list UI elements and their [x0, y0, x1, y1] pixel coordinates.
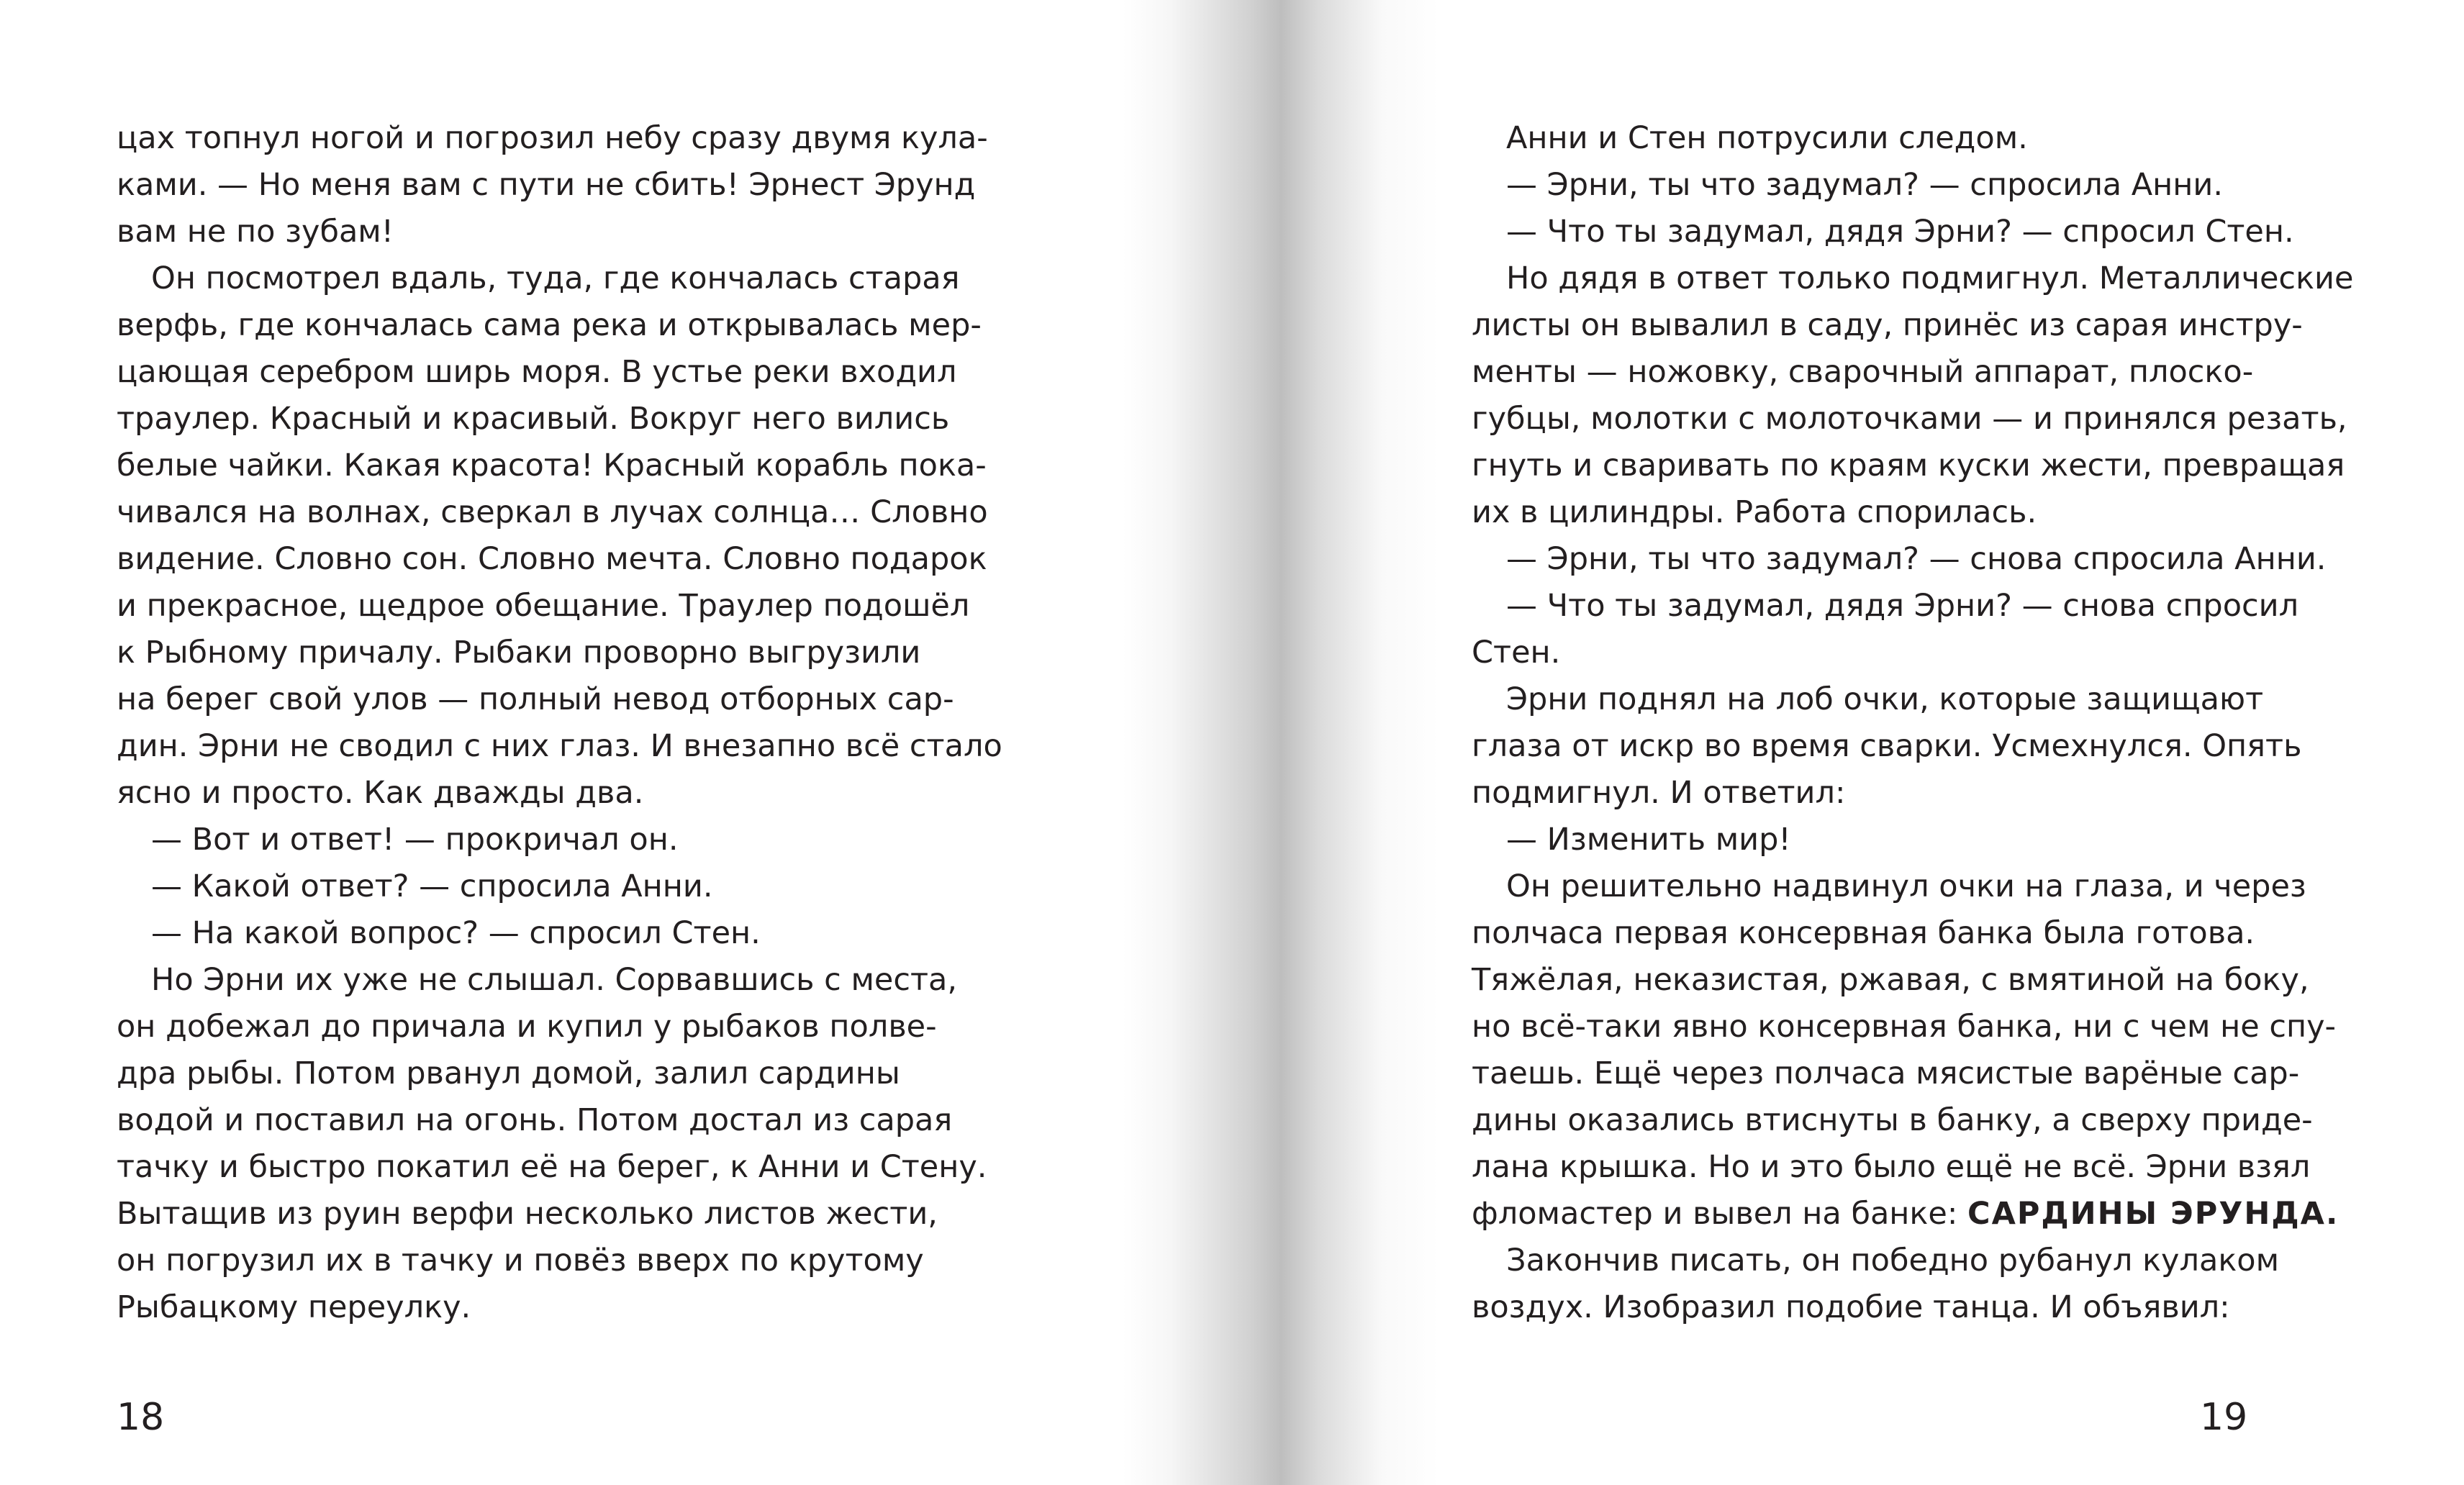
text-line: губцы, молотки с молоточками — и принялся резать, — [1472, 401, 2347, 437]
text-line: Рыбацкому переулку. — [117, 1289, 471, 1325]
text-line: Тяжёлая, неказистая, ржавая, с вмятиной на боку, — [1472, 962, 2309, 998]
text-line: подмигнул. И ответил: — [1472, 775, 1846, 811]
text-line: — Эрни, ты что задумал? — спросила Анни. — [1506, 167, 2224, 203]
text-line: гнуть и сваривать по краям куски жести, превращая — [1472, 448, 2345, 483]
text-line: но всё-таки явно консервная банка, ни с чем не спу- — [1472, 1009, 2337, 1045]
text-line: — Вот и ответ! — прокричал он. — [151, 822, 679, 858]
text-line: белые чайки. Какая красота! Красный корабль пока- — [117, 448, 987, 483]
text-line: — Какой ответ? — спросила Анни. — [151, 868, 713, 904]
text-line: он добежал до причала и купил у рыбаков полве- — [117, 1009, 937, 1045]
text-line: тачку и быстро покатил её на берег, к Анни и Стену. — [117, 1149, 987, 1185]
page-number-left: 18 — [117, 1396, 165, 1439]
text-line: — Что ты задумал, дядя Эрни? — спросил Стен. — [1506, 214, 2294, 250]
text-line: менты — ножовку, сварочный аппарат, плоско- — [1472, 354, 2254, 390]
left-page-text — [117, 115, 1002, 1331]
text-line: лана крышка. Но и это было ещё не всё. Эрни взял — [1472, 1149, 2311, 1185]
right-page — [1232, 0, 2464, 1485]
text-line: воздух. Изобразил подобие танца. И объявил: — [1472, 1289, 2230, 1325]
text-line: дины оказались втиснуты в банку, а сверху приде- — [1472, 1102, 2313, 1138]
text-line: ками. — Но меня вам с пути не сбить! Эрнест Эрунд — [117, 167, 976, 203]
text-line: и прекрасное, щедрое обещание. Траулер подошёл — [117, 588, 970, 624]
text-line: таешь. Ещё через полчаса мясистые варёные сар- — [1472, 1055, 2300, 1091]
text-line: — Что ты задумал, дядя Эрни? — снова спросил — [1506, 588, 2299, 624]
text-line: цах топнул ногой и погрозил небу сразу двумя кула- — [117, 120, 988, 156]
left-page — [0, 0, 1223, 1485]
text-line: водой и поставил на огонь. Потом достал из сарая — [117, 1102, 953, 1138]
text-line: ясно и просто. Как дважды два. — [117, 775, 644, 811]
text-line: к Рыбному причалу. Рыбаки проворно выгрузили — [117, 635, 921, 671]
page-number-right: 19 — [2200, 1396, 2248, 1439]
text-line: — На какой вопрос? — спросил Стен. — [151, 915, 761, 951]
text-line: чивался на волнах, сверкал в лучах солнца… Словно — [117, 494, 988, 530]
text-line: цающая серебром ширь моря. В устье реки входил — [117, 354, 957, 390]
text-line: Но Эрни их уже не слышал. Сорвавшись с места, — [151, 962, 958, 998]
text-line: Эрни поднял на лоб очки, которые защищают — [1506, 681, 2264, 717]
text-line: Закончив писать, он победно рубанул кулаком — [1506, 1243, 2280, 1279]
text-line-with-label — [1472, 1191, 2340, 1238]
text-line: Он посмотрел вдаль, туда, где кончалась старая — [151, 260, 960, 296]
text-line: Но дядя в ответ только подмигнул. Металлические — [1506, 260, 2354, 296]
text-line: их в цилиндры. Работа спорилась. — [1472, 494, 2037, 530]
text-line: траулер. Красный и красивый. Вокруг него вились — [117, 401, 950, 437]
text-line: — Эрни, ты что задумал? — снова спросила Анни. — [1506, 541, 2327, 577]
text-line: Он решительно надвинул очки на глаза, и через — [1506, 868, 2306, 904]
text-line: дра рыбы. Потом рванул домой, залил сардины — [117, 1055, 900, 1091]
text-line: Вытащив из руин верфи несколько листов жести, — [117, 1196, 938, 1232]
right-page-text — [1472, 115, 2354, 1331]
text-line: Стен. — [1472, 635, 1561, 671]
text-line: он погрузил их в тачку и повёз вверх по крутому — [117, 1243, 924, 1279]
text-fragment: фломастер и вывел на банке: — [1472, 1196, 1958, 1232]
text-line: дин. Эрни не сводил с них глаз. И внезапно всё стало — [117, 728, 1002, 764]
text-line: вам не по зубам! — [117, 214, 394, 250]
text-line: на берег свой улов — полный невод отборных сар- — [117, 681, 954, 717]
text-line: — Изменить мир! — [1506, 822, 1791, 858]
text-line: Анни и Стен потрусили следом. — [1506, 120, 2028, 156]
text-line: глаза от искр во время сварки. Усмехнулся. Опять — [1472, 728, 2302, 764]
can-label: САРДИНЫ ЭРУНДА. — [1967, 1196, 2340, 1232]
text-line: видение. Словно сон. Словно мечта. Словно подарок — [117, 541, 987, 577]
text-line: полчаса первая консервная банка была готова. — [1472, 915, 2255, 951]
text-line: верфь, где кончалась сама река и открывалась мер- — [117, 307, 982, 343]
text-line: листы он вывалил в саду, принёс из сарая инстру- — [1472, 307, 2303, 343]
